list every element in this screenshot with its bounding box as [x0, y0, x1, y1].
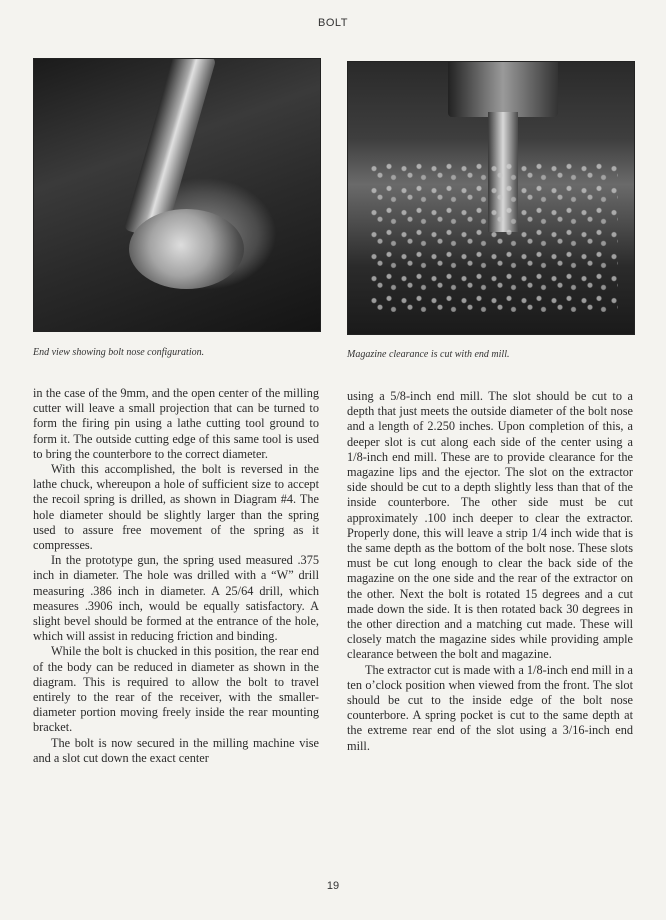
running-header: BOLT — [318, 17, 348, 29]
paragraph: in the case of the 9mm, and the open center of the milling cutter will leave a small projection that can be turned to form the firing pin using a lathe cutting tool ground to form it. The outside cutting edge of this same tool is used to bring the counterbore to the correct diameter. — [33, 386, 319, 461]
bolt-nose-photo — [33, 58, 321, 332]
paragraph: using a 5/8-inch end mill. The slot should be cut to a depth that just meets the outside diameter of the bolt nose and a length of 2.250 inches. Upon completion of this, a deeper slot is cut along each side of the center using a 1/8-inch end mill. These are to provide clearance for the magazine lips and the ejector. The slot on the extractor side should be cut to a depth slightly less than that of the inside counterbore. The other side must be cut approximately .100 inch deeper to clear the extractor. Properly done, this will leave a strip 1/4 inch wide that is the same depth as the bottom of the bolt nose. These slots must be cut long enough to clear the back side of the magazine on the one side and the rear of the extractor on the other. Next the bolt is rotated 15 degrees and a cut made down the side. It is then rotated back 30 degrees in the other direction and a matching cut made. These will closely match the magazine sides while providing ample clearance between the bolt and magazine. — [347, 389, 633, 662]
body-column-right — [347, 389, 633, 754]
paragraph: While the bolt is chucked in this position, the rear end of the body can be reduced in diameter as shown in the diagram. This is required to allow the bolt to travel entirely to the rear of the receiver, with the smaller-diameter portion moving freely inside the rear mounting bracket. — [33, 644, 319, 735]
figure-caption-left: End view showing bolt nose configuration. — [33, 347, 205, 358]
paragraph: The extractor cut is made with a 1/8-inch end mill in a ten o’clock position when viewed from the front. The slot should be cut to the inside edge of the bolt nose counterbore. A spring pocket is cut to the same depth at the extreme rear end of the slot using a 3/16-inch end mill. — [347, 662, 633, 753]
paragraph: The bolt is now secured in the milling machine vise and a slot cut down the exact center — [33, 735, 319, 765]
page-number: 19 — [326, 880, 340, 892]
metal-chips-texture — [368, 162, 618, 312]
bolt-nose-shape — [129, 209, 244, 289]
paragraph: In the prototype gun, the spring used measured .375 inch in diameter. The hole was drilled with a “W” drill measuring .386 inch in diameter. A 25/64 drill, which measures .3906 inch, would be equally satisfactory. A slight bevel should be formed at the entrance of the hole, which will assist in reducing friction and binding. — [33, 553, 319, 644]
figure-caption-right: Magazine clearance is cut with end mill. — [347, 349, 510, 360]
paragraph: With this accomplished, the bolt is reversed in the lathe chuck, whereupon a hole of sufficient size to accept the recoil spring is drilled, as shown in Diagram #4. The hole diameter should be slightly larger than the spring used to assure free movement of the spring as it compresses. — [33, 462, 319, 553]
body-column-left — [33, 386, 319, 766]
end-mill-photo — [347, 61, 635, 335]
spindle-shape — [448, 61, 558, 117]
